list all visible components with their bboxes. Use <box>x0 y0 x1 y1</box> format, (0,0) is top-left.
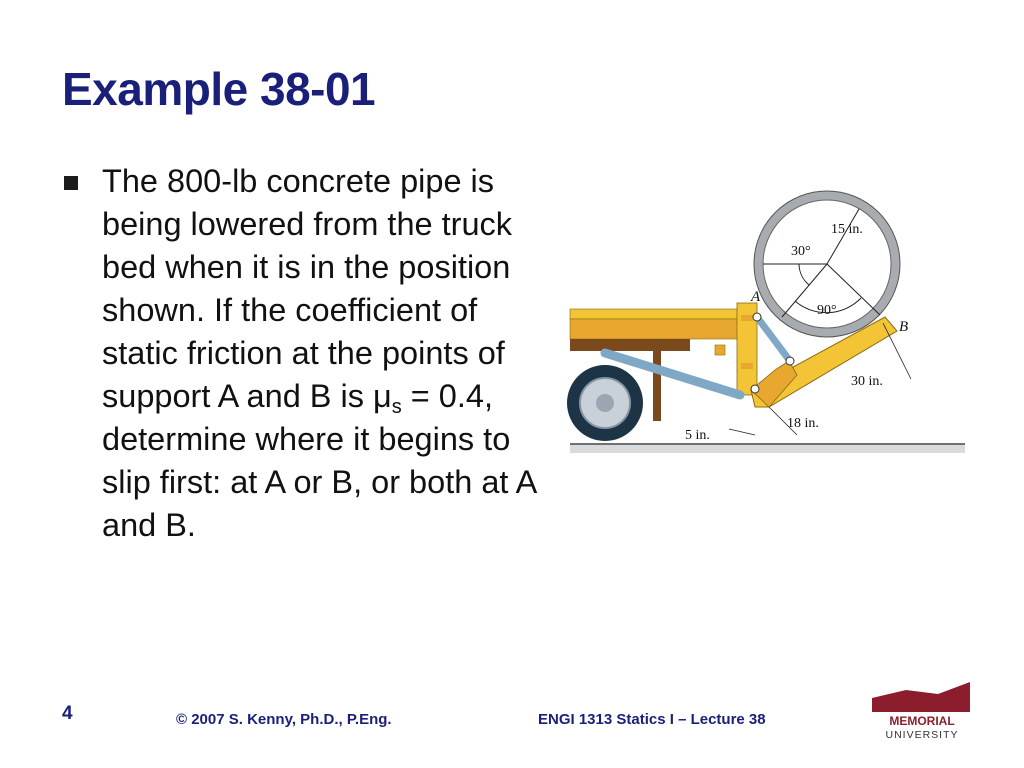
problem-statement <box>102 160 542 547</box>
hinge-block <box>715 345 725 355</box>
truck-bed-side <box>570 319 742 339</box>
square-bullet-icon <box>64 176 78 190</box>
logo-line-1: MEMORIAL <box>889 714 955 728</box>
strut-pin <box>786 357 794 365</box>
post-detail-lower <box>741 363 753 369</box>
length-5-label: 5 in. <box>685 428 710 443</box>
bullet-list <box>62 160 542 547</box>
logo-flag-icon <box>872 682 970 712</box>
wheel-hub <box>596 394 614 412</box>
footer-course: ENGI 1313 Statics I – Lecture 38 <box>538 711 766 728</box>
post-detail <box>741 315 753 321</box>
length-18-label: 18 in. <box>787 416 819 431</box>
radius-label: 15 in. <box>831 222 863 237</box>
truck-frame <box>570 339 690 351</box>
pivot-pin <box>751 385 759 393</box>
page-number: 4 <box>62 703 73 724</box>
length-30-label: 30 in. <box>851 374 883 389</box>
truck-mudflap <box>653 351 661 421</box>
slide-title: Example 38-01 <box>62 63 376 115</box>
pin-a <box>753 313 761 321</box>
footer-copyright: © 2007 S. Kenny, Ph.D., P.Eng. <box>176 711 392 728</box>
university-logo <box>870 680 974 740</box>
angle-30-label: 30° <box>791 244 811 259</box>
truck-bed-top <box>570 309 742 319</box>
dim-5 <box>729 429 755 435</box>
statement-text-end: = 0.4, determine where it begins to slip first: at A or B, or both at A and B. <box>102 378 536 543</box>
point-b-label: B <box>899 319 909 335</box>
pipe-truck-diagram <box>565 185 970 455</box>
angle-90-label: 90° <box>817 303 837 318</box>
point-a-label: A <box>751 289 761 305</box>
statement-text: The 800-lb concrete pipe is being lowered from the truck bed when it is in the position shown. If the coefficient of static friction at the points of support A and B is μ <box>102 163 513 414</box>
logo-line-2: UNIVERSITY <box>885 729 959 740</box>
friction-subscript: s <box>391 396 402 418</box>
